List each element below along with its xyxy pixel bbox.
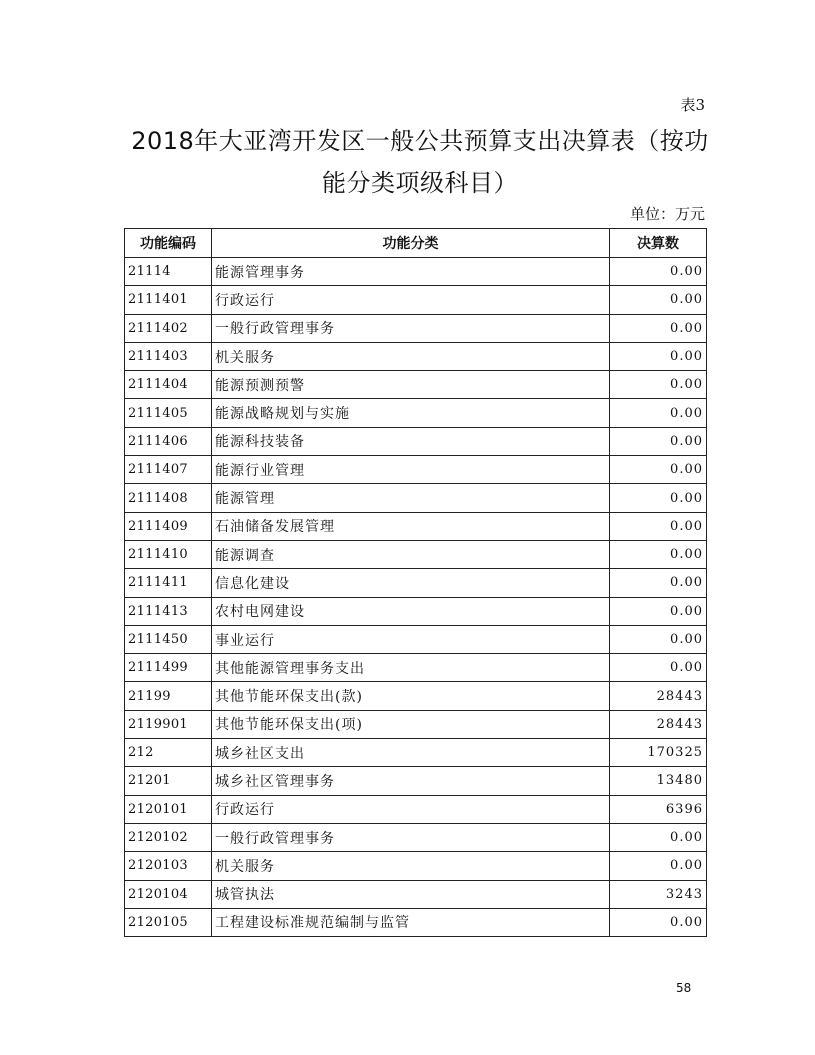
row-code-cell: 2111411 xyxy=(125,569,212,597)
row-code-cell: 2111450 xyxy=(125,625,212,653)
table-row xyxy=(125,569,707,597)
row-name-cell: 石油储备发展管理 xyxy=(212,512,610,540)
row-code-cell: 2111410 xyxy=(125,540,212,568)
table-row xyxy=(125,654,707,682)
table-label: 表3 xyxy=(680,96,705,114)
row-amount-cell: 0.00 xyxy=(610,852,707,880)
document-title: 2018年大亚湾开发区一般公共预算支出决算表（按功能分类项级科目） xyxy=(131,127,709,197)
table-row xyxy=(125,512,707,540)
table-row xyxy=(125,597,707,625)
row-amount-cell: 0.00 xyxy=(610,427,707,455)
row-code-cell: 21114 xyxy=(125,258,212,286)
row-code-cell: 2120105 xyxy=(125,908,212,936)
row-name-cell: 城乡社区支出 xyxy=(212,739,610,767)
row-code-cell: 2120102 xyxy=(125,823,212,851)
table-row xyxy=(125,456,707,484)
row-amount-cell: 170325 xyxy=(610,739,707,767)
row-amount-cell: 0.00 xyxy=(610,908,707,936)
row-amount-cell: 0.00 xyxy=(610,569,707,597)
row-name-cell: 信息化建设 xyxy=(212,569,610,597)
row-amount-cell: 0.00 xyxy=(610,512,707,540)
row-name-cell: 机关服务 xyxy=(212,852,610,880)
table-row xyxy=(125,739,707,767)
row-code-cell: 2111499 xyxy=(125,654,212,682)
row-code-cell: 2120103 xyxy=(125,852,212,880)
row-name-cell: 能源行业管理 xyxy=(212,456,610,484)
row-code-cell: 2120101 xyxy=(125,795,212,823)
row-amount-cell: 28443 xyxy=(610,682,707,710)
table-row xyxy=(125,484,707,512)
table-row xyxy=(125,880,707,908)
row-amount-cell: 0.00 xyxy=(610,456,707,484)
row-amount-cell: 0.00 xyxy=(610,597,707,625)
row-name-cell: 能源战略规划与实施 xyxy=(212,399,610,427)
table-row xyxy=(125,258,707,286)
row-code-cell: 2111413 xyxy=(125,597,212,625)
table-row xyxy=(125,795,707,823)
row-code-cell: 2111406 xyxy=(125,427,212,455)
row-name-cell: 机关服务 xyxy=(212,342,610,370)
row-amount-cell: 0.00 xyxy=(610,258,707,286)
row-amount-cell: 3243 xyxy=(610,880,707,908)
table-row xyxy=(125,852,707,880)
row-name-cell: 城乡社区管理事务 xyxy=(212,767,610,795)
row-amount-cell: 0.00 xyxy=(610,314,707,342)
page-number: 58 xyxy=(676,981,692,995)
row-amount-cell: 0.00 xyxy=(610,286,707,314)
table-row xyxy=(125,540,707,568)
row-name-cell: 其他能源管理事务支出 xyxy=(212,654,610,682)
row-code-cell: 212 xyxy=(125,739,212,767)
row-name-cell: 其他节能环保支出(项) xyxy=(212,710,610,738)
row-name-cell: 其他节能环保支出(款) xyxy=(212,682,610,710)
row-amount-cell: 13480 xyxy=(610,767,707,795)
row-amount-cell: 0.00 xyxy=(610,399,707,427)
table-row xyxy=(125,682,707,710)
row-code-cell: 2120104 xyxy=(125,880,212,908)
budget-table xyxy=(124,228,707,937)
table-body xyxy=(125,258,707,937)
row-name-cell: 工程建设标准规范编制与监管 xyxy=(212,908,610,936)
row-amount-cell: 0.00 xyxy=(610,823,707,851)
row-code-cell: 21201 xyxy=(125,767,212,795)
row-code-cell: 2119901 xyxy=(125,710,212,738)
row-code-cell: 2111402 xyxy=(125,314,212,342)
table-row xyxy=(125,342,707,370)
table-row xyxy=(125,823,707,851)
row-name-cell: 能源管理 xyxy=(212,484,610,512)
table-row xyxy=(125,371,707,399)
row-name-cell: 能源管理事务 xyxy=(212,258,610,286)
row-amount-cell: 28443 xyxy=(610,710,707,738)
row-amount-cell: 0.00 xyxy=(610,625,707,653)
table-row xyxy=(125,625,707,653)
table-row xyxy=(125,399,707,427)
row-amount-cell: 0.00 xyxy=(610,540,707,568)
row-name-cell: 能源调查 xyxy=(212,540,610,568)
row-code-cell: 2111404 xyxy=(125,371,212,399)
unit-label: 单位：万元 xyxy=(629,205,705,223)
row-name-cell: 城管执法 xyxy=(212,880,610,908)
row-code-cell: 2111409 xyxy=(125,512,212,540)
row-code-cell: 2111408 xyxy=(125,484,212,512)
header-code: 功能编码 xyxy=(125,229,212,258)
row-name-cell: 能源科技装备 xyxy=(212,427,610,455)
table-header-row xyxy=(125,229,707,258)
row-name-cell: 行政运行 xyxy=(212,795,610,823)
table-row xyxy=(125,767,707,795)
row-code-cell: 2111405 xyxy=(125,399,212,427)
table-row xyxy=(125,314,707,342)
row-code-cell: 2111401 xyxy=(125,286,212,314)
row-amount-cell: 0.00 xyxy=(610,654,707,682)
table-row xyxy=(125,710,707,738)
table-row xyxy=(125,286,707,314)
row-code-cell: 2111403 xyxy=(125,342,212,370)
header-name: 功能分类 xyxy=(212,229,610,258)
row-name-cell: 农村电网建设 xyxy=(212,597,610,625)
row-code-cell: 21199 xyxy=(125,682,212,710)
row-code-cell: 2111407 xyxy=(125,456,212,484)
row-name-cell: 一般行政管理事务 xyxy=(212,314,610,342)
row-name-cell: 行政运行 xyxy=(212,286,610,314)
row-name-cell: 能源预测预警 xyxy=(212,371,610,399)
row-name-cell: 事业运行 xyxy=(212,625,610,653)
row-amount-cell: 0.00 xyxy=(610,342,707,370)
row-amount-cell: 0.00 xyxy=(610,371,707,399)
row-amount-cell: 6396 xyxy=(610,795,707,823)
row-amount-cell: 0.00 xyxy=(610,484,707,512)
table-row xyxy=(125,427,707,455)
header-amount: 决算数 xyxy=(610,229,707,258)
row-name-cell: 一般行政管理事务 xyxy=(212,823,610,851)
table-row xyxy=(125,908,707,936)
